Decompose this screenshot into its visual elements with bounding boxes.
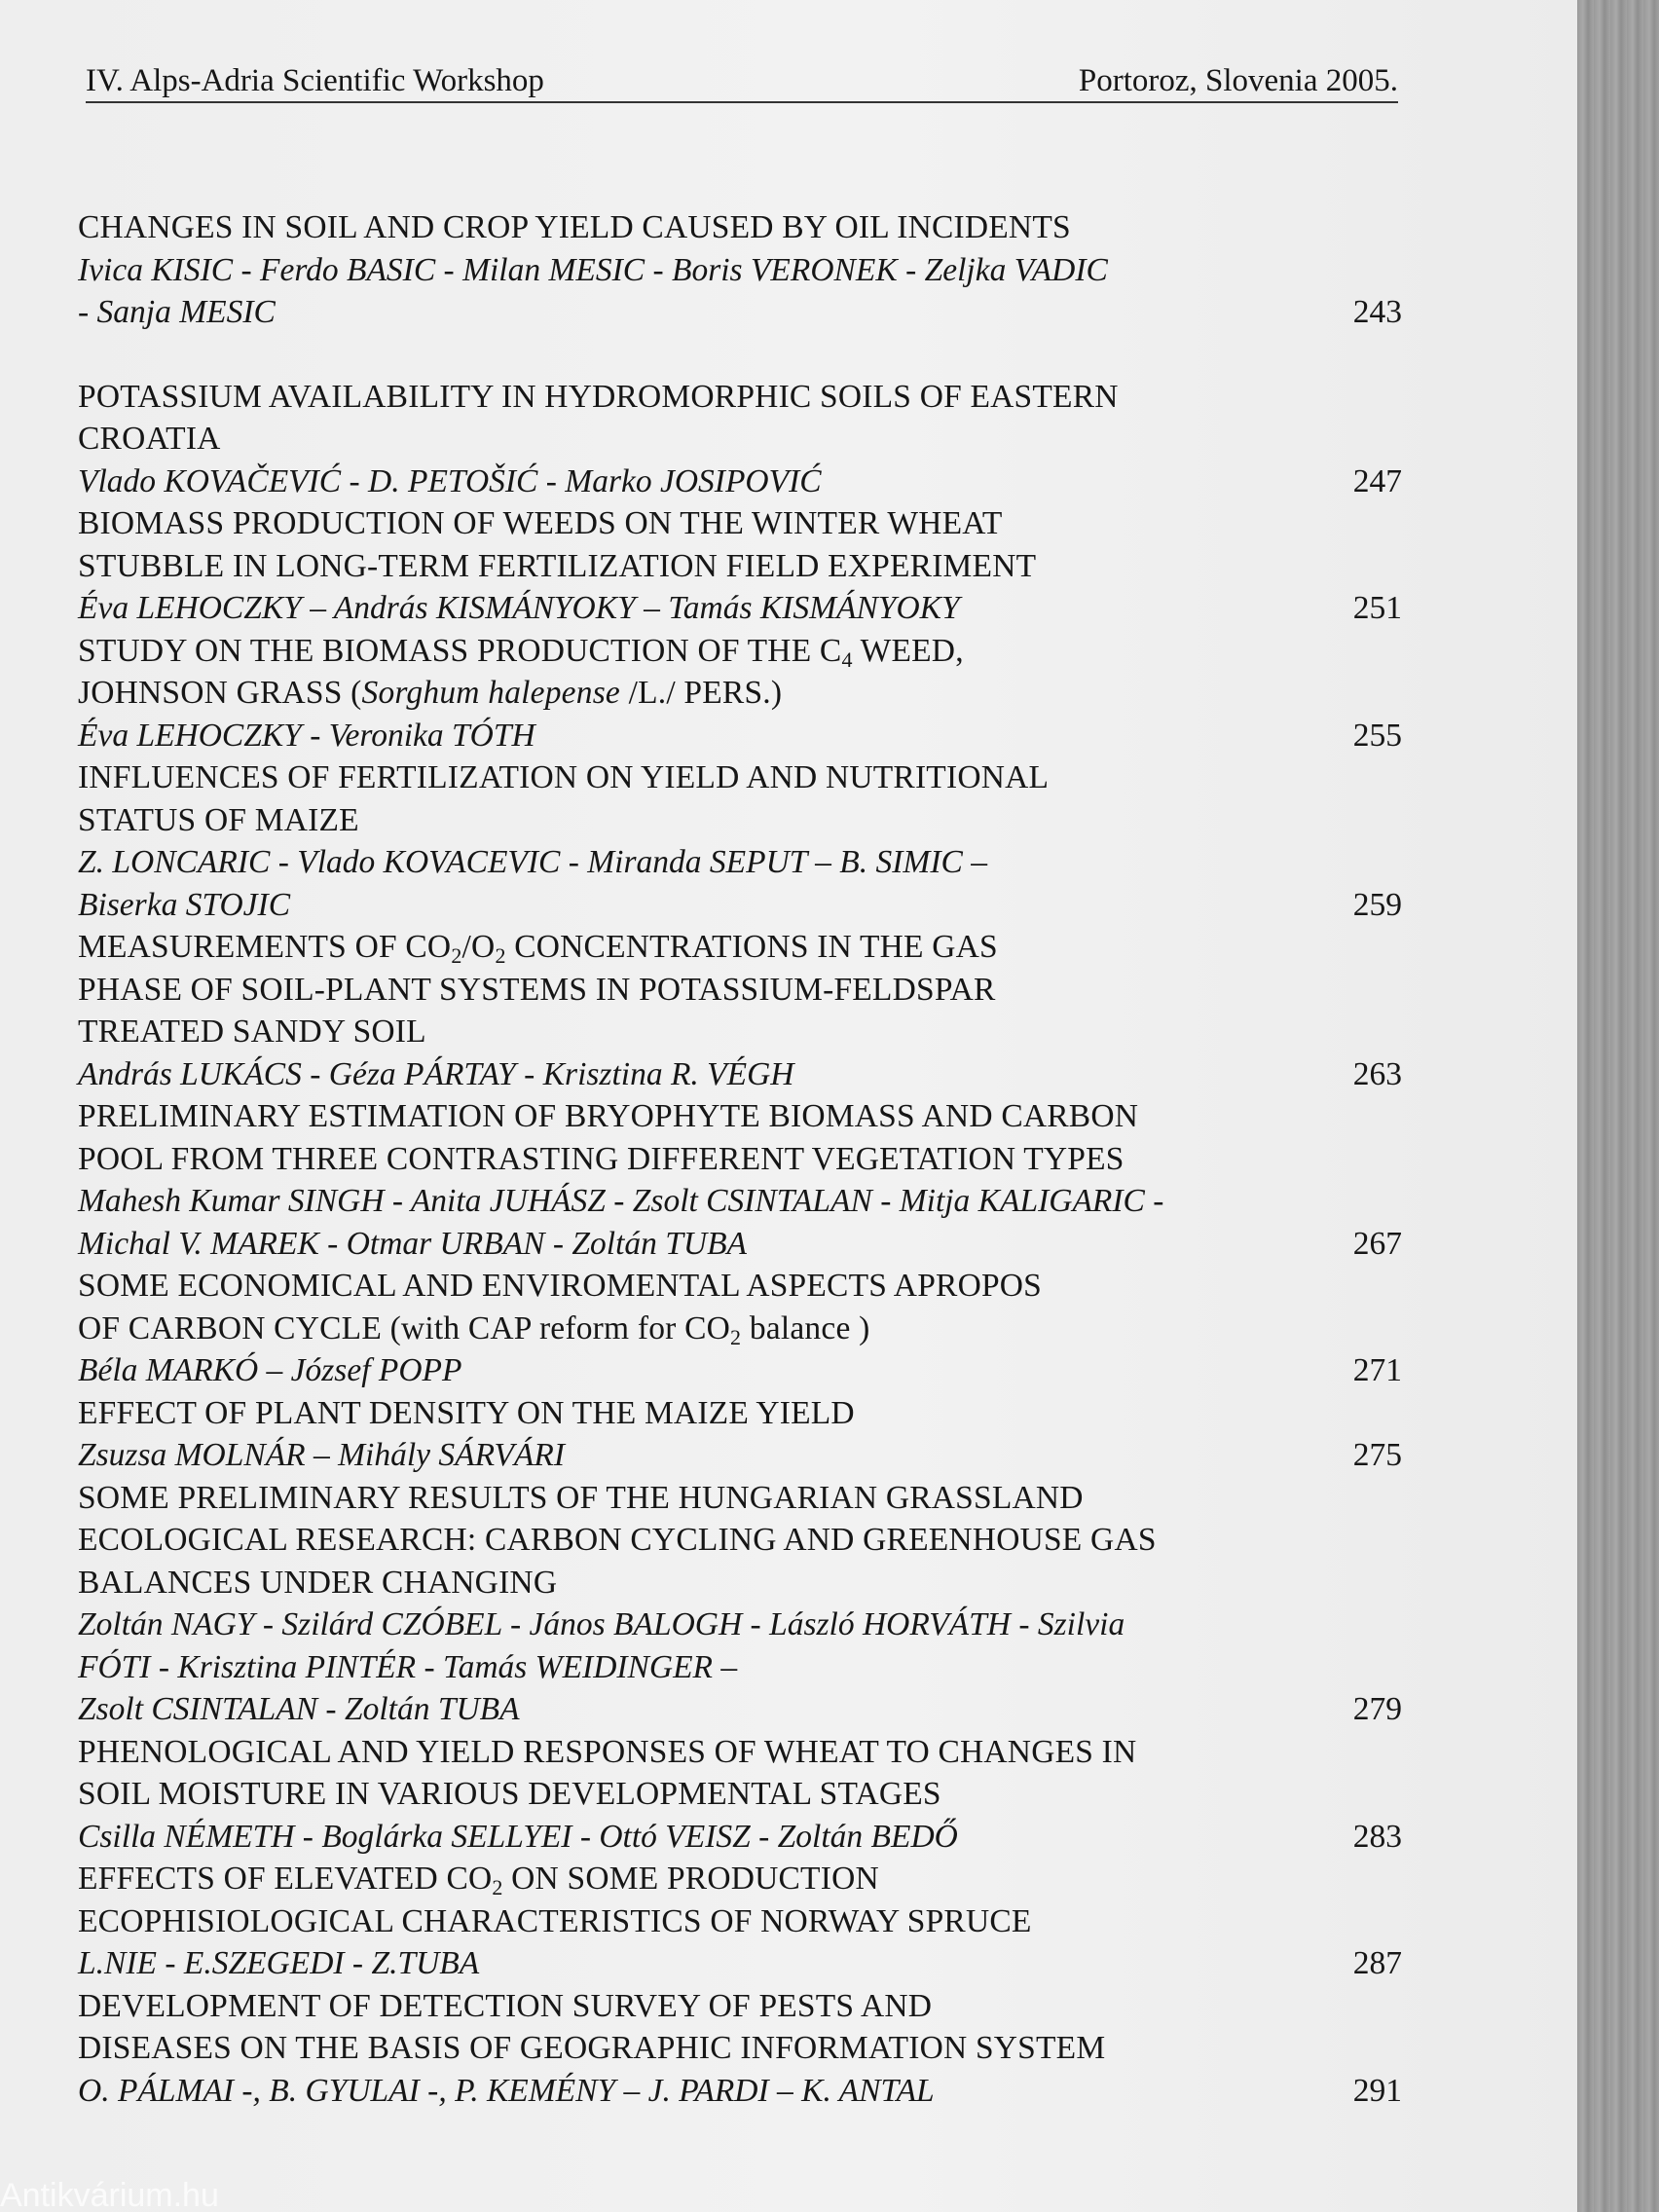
author-line: L.NIE - E.SZEGEDI - Z.TUBA: [78, 1945, 480, 1981]
subscript: 2: [451, 943, 462, 968]
entry-title: BIOMASS PRODUCTION OF WEEDS ON THE WINTER WHEAT: [78, 505, 1003, 541]
entry-title: SOME PRELIMINARY RESULTS OF THE HUNGARIAN GRASSLAND: [78, 1479, 1084, 1516]
title-text: balance ): [741, 1309, 870, 1346]
page-number: 283: [1352, 1818, 1402, 1855]
entry-title: PHASE OF SOIL-PLANT SYSTEMS IN POTASSIUM-FELDSPAR: [78, 971, 996, 1008]
title-text: JOHNSON GRASS (: [78, 675, 362, 711]
title-text: CONCENTRATIONS IN THE GAS: [505, 929, 998, 965]
entry-title: CHANGES IN SOIL AND CROP YIELD CAUSED BY OIL INCIDENTS: [78, 209, 1071, 245]
toc-entry: [78, 1265, 1402, 1392]
entry-authors: [78, 1604, 1402, 1731]
scientific-name: Sorghum halepense: [361, 675, 620, 711]
entry-authors: [78, 715, 1402, 757]
entry-title: STUBBLE IN LONG-TERM FERTILIZATION FIELD EXPERIMENT: [78, 547, 1037, 584]
toc-entry: [78, 1095, 1402, 1265]
entry-title: SOME ECONOMICAL AND ENVIROMENTAL ASPECTS APROPOS: [78, 1268, 1043, 1304]
entry-title: ECOPHISIOLOGICAL CHARACTERISTICS OF NORWAY SPRUCE: [78, 1902, 1032, 1939]
entry-authors: [78, 1053, 1402, 1096]
entry-title: SOIL MOISTURE IN VARIOUS DEVELOPMENTAL STAGES: [78, 1776, 941, 1812]
entry-title: DISEASES ON THE BASIS OF GEOGRAPHIC INFORMATION SYSTEM: [78, 2030, 1106, 2066]
author-line: Zsolt CSINTALAN - Zoltán TUBA: [78, 1691, 520, 1727]
title-text: EFFECTS OF ELEVATED CO: [78, 1861, 493, 1897]
table-of-contents: [78, 206, 1402, 2112]
subscript: 2: [495, 943, 506, 968]
toc-entry: [78, 206, 1402, 334]
page-number: 287: [1352, 1945, 1402, 1981]
entry-title: TREATED SANDY SOIL: [78, 1014, 426, 1050]
entry-title: POOL FROM THREE CONTRASTING DIFFERENT VEGETATION TYPES: [78, 1140, 1124, 1177]
entry-title: [78, 1308, 1402, 1350]
entry-authors: [78, 461, 1402, 503]
title-text: WEED,: [852, 632, 964, 669]
entry-title: [78, 1858, 1402, 1900]
header-location-year: Portoroz, Slovenia 2005.: [1078, 63, 1398, 98]
header-workshop-name: IV. Alps-Adria Scientific Workshop: [86, 63, 544, 98]
title-text: MEASUREMENTS OF CO: [78, 929, 452, 965]
author-line: Ivica KISIC - Ferdo BASIC - Milan MESIC - Boris VERONEK - Zeljka VADIC: [78, 251, 1108, 288]
title-text: /L./ PERS.): [620, 675, 783, 711]
toc-entry: [78, 1731, 1402, 1859]
entry-title: POTASSIUM AVAILABILITY IN HYDROMORPHIC SOILS OF EASTERN: [78, 378, 1119, 415]
entry-authors: [78, 587, 1402, 630]
author-line: Vlado KOVAČEVIĆ - D. PETOŠIĆ - Marko JOSIPOVIĆ: [78, 462, 822, 499]
subscript: 2: [730, 1324, 742, 1349]
author-line: O. PÁLMAI -, B. GYULAI -, P. KEMÉNY – J. PARDI – K. ANTAL: [78, 2072, 935, 2109]
toc-entry: [78, 756, 1402, 926]
page-number: 291: [1352, 2072, 1402, 2109]
author-line: András LUKÁCS - Géza PÁRTAY - Krisztina R. VÉGH: [78, 1055, 794, 1092]
entry-title: EFFECT OF PLANT DENSITY ON THE MAIZE YIELD: [78, 1394, 855, 1431]
entry-authors: [78, 1180, 1402, 1265]
author-line: Csilla NÉMETH - Boglárka SELLYEI - Ottó VEISZ - Zoltán BEDŐ: [78, 1818, 958, 1855]
page-number: 267: [1352, 1225, 1402, 1262]
toc-entry: [78, 630, 1402, 757]
author-line: - Sanja MESIC: [78, 294, 276, 330]
subscript: 4: [841, 646, 853, 672]
entry-title: PHENOLOGICAL AND YIELD RESPONSES OF WHEAT TO CHANGES IN: [78, 1733, 1137, 1770]
toc-entry: [78, 1477, 1402, 1731]
entry-title: [78, 630, 1402, 673]
entry-authors: [78, 841, 1402, 926]
entry-title: ECOLOGICAL RESEARCH: CARBON CYCLING AND GREENHOUSE GAS: [78, 1522, 1157, 1558]
page-number: 263: [1352, 1055, 1402, 1092]
page-number: 251: [1352, 590, 1402, 626]
subscript: 2: [492, 1875, 503, 1899]
toc-entry: [78, 502, 1402, 630]
page-number: 275: [1352, 1437, 1402, 1473]
running-header: [86, 56, 1398, 103]
author-line: Béla MARKÓ – József POPP: [78, 1352, 462, 1388]
entry-title: INFLUENCES OF FERTILIZATION ON YIELD AND NUTRITIONAL: [78, 759, 1050, 795]
page-number: 255: [1352, 717, 1402, 754]
toc-entry: [78, 926, 1402, 1095]
page-number: 247: [1352, 462, 1402, 499]
entry-title: [78, 926, 1402, 969]
entry-title: DEVELOPMENT OF DETECTION SURVEY OF PESTS AND: [78, 1987, 933, 2024]
toc-entry: [78, 1858, 1402, 1985]
entry-title: PRELIMINARY ESTIMATION OF BRYOPHYTE BIOMASS AND CARBON: [78, 1098, 1139, 1134]
next-page-edge: [1577, 0, 1659, 2212]
page-number: 259: [1352, 886, 1402, 923]
page-number: 271: [1352, 1352, 1402, 1388]
author-line: Mahesh Kumar SINGH - Anita JUHÁSZ - Zsolt CSINTALAN - Mitja KALIGARIC -: [78, 1183, 1164, 1219]
entry-authors: [78, 249, 1402, 334]
entry-authors: [78, 1816, 1402, 1859]
toc-entry: [78, 1392, 1402, 1477]
author-line: Zsuzsa MOLNÁR – Mihály SÁRVÁRI: [78, 1437, 565, 1473]
entry-title: BALANCES UNDER CHANGING: [78, 1564, 558, 1601]
entry-authors: [78, 1942, 1402, 1985]
page-number: 243: [1352, 294, 1402, 330]
author-line: Z. LONCARIC - Vlado KOVACEVIC - Miranda SEPUT – B. SIMIC –: [78, 844, 987, 880]
author-line: Éva LEHOCZKY – András KISMÁNYOKY – Tamás KISMÁNYOKY: [78, 590, 960, 626]
author-line: FÓTI - Krisztina PINTÉR - Tamás WEIDINGER –: [78, 1648, 738, 1685]
entry-authors: [78, 2070, 1402, 2113]
watermark: Antikvárium.hu: [0, 2177, 219, 2212]
author-line: Biserka STOJIC: [78, 886, 291, 923]
title-text: ON SOME PRODUCTION: [502, 1861, 879, 1897]
entry-title: CROATIA: [78, 421, 221, 457]
toc-entry: [78, 1985, 1402, 2113]
author-line: Michal V. MAREK - Otmar URBAN - Zoltán TUBA: [78, 1225, 748, 1262]
entry-title: [78, 672, 1402, 715]
entry-authors: [78, 1349, 1402, 1392]
author-line: Zoltán NAGY - Szilárd CZÓBEL - János BALOGH - László HORVÁTH - Szilvia: [78, 1606, 1125, 1642]
title-text: OF CARBON CYCLE (with CAP reform for CO: [78, 1309, 731, 1346]
title-text: STUDY ON THE BIOMASS PRODUCTION OF THE C: [78, 632, 842, 669]
title-text: /O: [461, 929, 496, 965]
entry-title: STATUS OF MAIZE: [78, 801, 359, 838]
entry-authors: [78, 1434, 1402, 1477]
page-number: 279: [1352, 1691, 1402, 1727]
toc-entry: [78, 376, 1402, 503]
author-line: Éva LEHOCZKY - Veronika TÓTH: [78, 717, 535, 754]
